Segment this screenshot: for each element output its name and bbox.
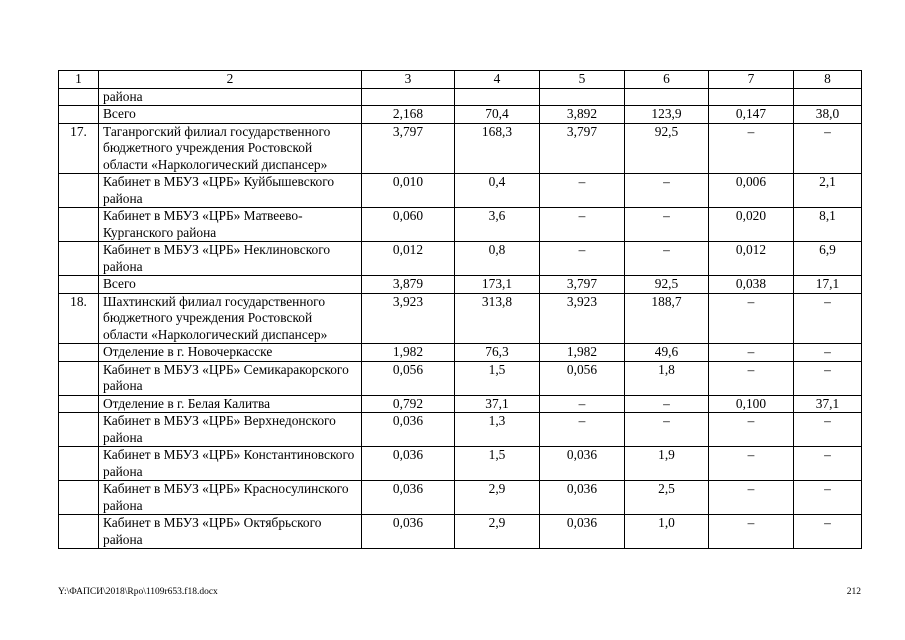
table-row-total bbox=[59, 106, 862, 124]
value-cell-col6: – bbox=[625, 242, 709, 276]
value-cell-col3 bbox=[362, 88, 455, 106]
value-cell-col8: – bbox=[794, 344, 862, 362]
value-cell-col6: 49,6 bbox=[625, 344, 709, 362]
table-row bbox=[59, 447, 862, 481]
value-cell-col5: – bbox=[540, 208, 625, 242]
value-cell-col3: 1,982 bbox=[362, 344, 455, 362]
institution-name-cell: Кабинет в МБУЗ «ЦРБ» Красносулинского района bbox=[99, 481, 362, 515]
file-path: Y:\ФАПСИ\2018\Rpo\1109r653.f18.docx bbox=[58, 587, 218, 597]
value-cell-col5: 0,056 bbox=[540, 361, 625, 395]
header-cell: 5 bbox=[540, 71, 625, 89]
value-cell-col8: – bbox=[794, 361, 862, 395]
row-number-cell bbox=[59, 208, 99, 242]
value-cell-col6: 1,0 bbox=[625, 515, 709, 549]
value-cell-col5: – bbox=[540, 242, 625, 276]
institution-name-cell: Шахтинский филиал государственного бюджетного учреждения Ростовской области «Наркологический диспансер» bbox=[99, 293, 362, 344]
value-cell-col4: 1,5 bbox=[455, 361, 540, 395]
value-cell-col6: 1,9 bbox=[625, 447, 709, 481]
value-cell-col7: – bbox=[709, 344, 794, 362]
value-cell-col3: 0,056 bbox=[362, 361, 455, 395]
row-number-cell bbox=[59, 413, 99, 447]
value-cell-col4: 173,1 bbox=[455, 276, 540, 294]
value-cell-col3: 0,036 bbox=[362, 413, 455, 447]
value-cell-col7: 0,012 bbox=[709, 242, 794, 276]
value-cell-col7: – bbox=[709, 293, 794, 344]
row-number-cell bbox=[59, 88, 99, 106]
value-cell-col3: 0,060 bbox=[362, 208, 455, 242]
value-cell-col8: – bbox=[794, 481, 862, 515]
value-cell-col4: 2,9 bbox=[455, 515, 540, 549]
value-cell-col3: 0,036 bbox=[362, 447, 455, 481]
value-cell-col6: – bbox=[625, 413, 709, 447]
row-number-cell bbox=[59, 344, 99, 362]
value-cell-col3: 0,012 bbox=[362, 242, 455, 276]
value-cell-col3: 3,879 bbox=[362, 276, 455, 294]
value-cell-col3: 2,168 bbox=[362, 106, 455, 124]
value-cell-col8: – bbox=[794, 447, 862, 481]
institution-name-cell: Всего bbox=[99, 106, 362, 124]
value-cell-col6: 92,5 bbox=[625, 123, 709, 174]
value-cell-col7: 0,147 bbox=[709, 106, 794, 124]
table-row bbox=[59, 293, 862, 344]
value-cell-col8: – bbox=[794, 515, 862, 549]
value-cell-col6: 92,5 bbox=[625, 276, 709, 294]
value-cell-col6: – bbox=[625, 208, 709, 242]
value-cell-col6: 2,5 bbox=[625, 481, 709, 515]
value-cell-col4: 70,4 bbox=[455, 106, 540, 124]
header-cell: 6 bbox=[625, 71, 709, 89]
institution-name-cell: Кабинет в МБУЗ «ЦРБ» Семикаракорского района bbox=[99, 361, 362, 395]
institution-name-cell: Кабинет в МБУЗ «ЦРБ» Неклиновского района bbox=[99, 242, 362, 276]
value-cell-col3: 0,792 bbox=[362, 395, 455, 413]
value-cell-col5: 0,036 bbox=[540, 481, 625, 515]
row-number-cell bbox=[59, 515, 99, 549]
row-number-cell bbox=[59, 447, 99, 481]
row-number-cell bbox=[59, 174, 99, 208]
header-cell: 1 bbox=[59, 71, 99, 89]
value-cell-col8: 38,0 bbox=[794, 106, 862, 124]
row-number-cell bbox=[59, 481, 99, 515]
value-cell-col5: 0,036 bbox=[540, 447, 625, 481]
page-number: 212 bbox=[846, 587, 861, 597]
value-cell-col8: – bbox=[794, 123, 862, 174]
value-cell-col4: 0,4 bbox=[455, 174, 540, 208]
value-cell-col6: – bbox=[625, 395, 709, 413]
value-cell-col7: 0,020 bbox=[709, 208, 794, 242]
value-cell-col8: – bbox=[794, 413, 862, 447]
value-cell-col8: 37,1 bbox=[794, 395, 862, 413]
table-row bbox=[59, 344, 862, 362]
value-cell-col7 bbox=[709, 88, 794, 106]
value-cell-col4: 1,5 bbox=[455, 447, 540, 481]
value-cell-col3: 3,797 bbox=[362, 123, 455, 174]
value-cell-col5: 3,892 bbox=[540, 106, 625, 124]
table-header-row bbox=[59, 71, 862, 89]
value-cell-col7: 0,100 bbox=[709, 395, 794, 413]
institution-name-cell: района bbox=[99, 88, 362, 106]
value-cell-col4: 76,3 bbox=[455, 344, 540, 362]
row-number-cell bbox=[59, 106, 99, 124]
value-cell-col3: 0,010 bbox=[362, 174, 455, 208]
institution-name-cell: Таганрогский филиал государственного бюджетного учреждения Ростовской области «Наркологический диспансер» bbox=[99, 123, 362, 174]
value-cell-col5: 3,797 bbox=[540, 276, 625, 294]
value-cell-col5 bbox=[540, 88, 625, 106]
table-row bbox=[59, 481, 862, 515]
value-cell-col6 bbox=[625, 88, 709, 106]
institution-name-cell: Кабинет в МБУЗ «ЦРБ» Куйбышевского района bbox=[99, 174, 362, 208]
institution-name-cell: Кабинет в МБУЗ «ЦРБ» Верхнедонского района bbox=[99, 413, 362, 447]
value-cell-col7: – bbox=[709, 481, 794, 515]
value-cell-col6: 123,9 bbox=[625, 106, 709, 124]
table-row bbox=[59, 413, 862, 447]
value-cell-col7: – bbox=[709, 447, 794, 481]
value-cell-col3: 3,923 bbox=[362, 293, 455, 344]
table-row bbox=[59, 242, 862, 276]
table-row bbox=[59, 361, 862, 395]
table-row bbox=[59, 174, 862, 208]
row-number-cell: 17. bbox=[59, 123, 99, 174]
institution-name-cell: Кабинет в МБУЗ «ЦРБ» Константиновского района bbox=[99, 447, 362, 481]
value-cell-col4: 3,6 bbox=[455, 208, 540, 242]
header-cell: 4 bbox=[455, 71, 540, 89]
value-cell-col5: 3,797 bbox=[540, 123, 625, 174]
value-cell-col8: 2,1 bbox=[794, 174, 862, 208]
value-cell-col4: 168,3 bbox=[455, 123, 540, 174]
value-cell-col3: 0,036 bbox=[362, 481, 455, 515]
header-cell: 2 bbox=[99, 71, 362, 89]
value-cell-col8: 6,9 bbox=[794, 242, 862, 276]
value-cell-col4: 1,3 bbox=[455, 413, 540, 447]
value-cell-col3: 0,036 bbox=[362, 515, 455, 549]
value-cell-col4 bbox=[455, 88, 540, 106]
value-cell-col8: 17,1 bbox=[794, 276, 862, 294]
value-cell-col7: – bbox=[709, 123, 794, 174]
row-number-cell bbox=[59, 395, 99, 413]
data-table bbox=[58, 70, 862, 549]
table-row-total bbox=[59, 276, 862, 294]
institution-name-cell: Кабинет в МБУЗ «ЦРБ» Матвеево-Курганского района bbox=[99, 208, 362, 242]
value-cell-col4: 2,9 bbox=[455, 481, 540, 515]
value-cell-col4: 37,1 bbox=[455, 395, 540, 413]
institution-name-cell: Отделение в г. Новочеркасске bbox=[99, 344, 362, 362]
value-cell-col6: – bbox=[625, 174, 709, 208]
value-cell-col5: 1,982 bbox=[540, 344, 625, 362]
header-cell: 7 bbox=[709, 71, 794, 89]
institution-name-cell: Отделение в г. Белая Калитва bbox=[99, 395, 362, 413]
row-number-cell: 18. bbox=[59, 293, 99, 344]
row-number-cell bbox=[59, 361, 99, 395]
table-row bbox=[59, 395, 862, 413]
value-cell-col8: 8,1 bbox=[794, 208, 862, 242]
value-cell-col5: 3,923 bbox=[540, 293, 625, 344]
header-cell: 8 bbox=[794, 71, 862, 89]
header-cell: 3 bbox=[362, 71, 455, 89]
value-cell-col8 bbox=[794, 88, 862, 106]
value-cell-col4: 0,8 bbox=[455, 242, 540, 276]
value-cell-col8: – bbox=[794, 293, 862, 344]
value-cell-col6: 1,8 bbox=[625, 361, 709, 395]
value-cell-col7: 0,038 bbox=[709, 276, 794, 294]
institution-name-cell: Всего bbox=[99, 276, 362, 294]
value-cell-col5: 0,036 bbox=[540, 515, 625, 549]
value-cell-col7: – bbox=[709, 361, 794, 395]
table-row bbox=[59, 208, 862, 242]
table-row bbox=[59, 123, 862, 174]
value-cell-col6: 188,7 bbox=[625, 293, 709, 344]
table-row bbox=[59, 88, 862, 106]
row-number-cell bbox=[59, 242, 99, 276]
value-cell-col5: – bbox=[540, 174, 625, 208]
value-cell-col4: 313,8 bbox=[455, 293, 540, 344]
table-row bbox=[59, 515, 862, 549]
institution-name-cell: Кабинет в МБУЗ «ЦРБ» Октябрьского района bbox=[99, 515, 362, 549]
value-cell-col7: – bbox=[709, 413, 794, 447]
value-cell-col7: – bbox=[709, 515, 794, 549]
row-number-cell bbox=[59, 276, 99, 294]
value-cell-col7: 0,006 bbox=[709, 174, 794, 208]
value-cell-col5: – bbox=[540, 413, 625, 447]
value-cell-col5: – bbox=[540, 395, 625, 413]
